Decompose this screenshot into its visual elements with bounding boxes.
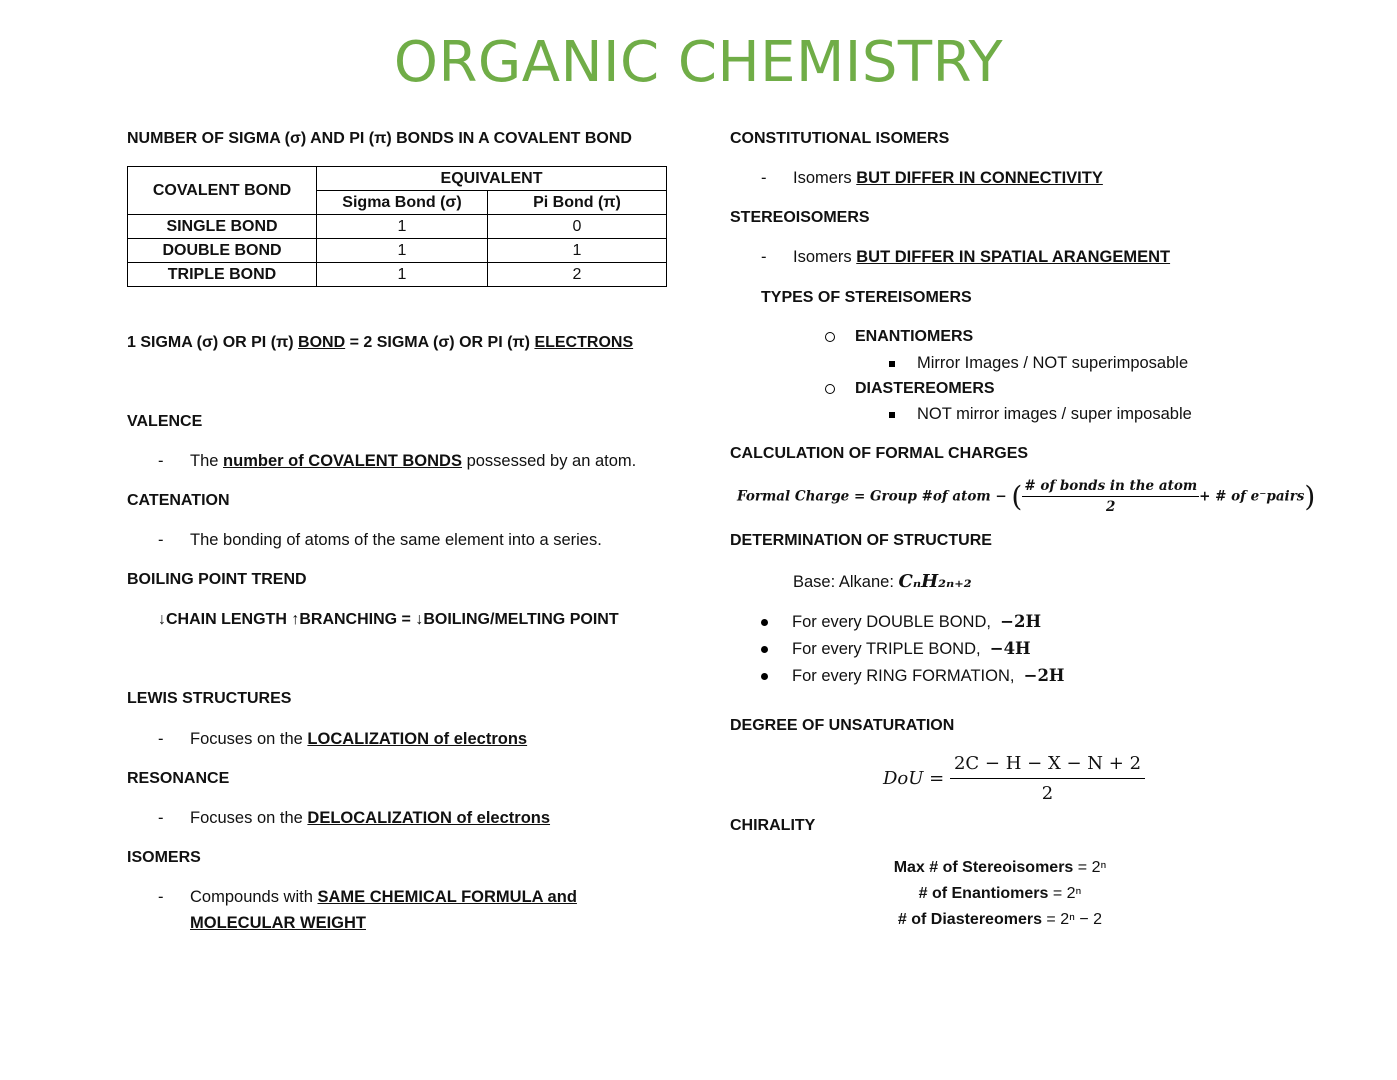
unsaturation-heading: DEGREE OF UNSATURATION	[730, 717, 955, 734]
dash-marker: -	[158, 531, 164, 549]
definition-text: The bonding of atoms of the same element into a series.	[190, 531, 602, 549]
bond-table	[127, 166, 667, 287]
left-paren-icon: (	[1011, 480, 1023, 513]
definition-underlined: number of COVALENT BONDS	[223, 452, 462, 470]
square-bullet-icon	[889, 412, 895, 418]
formula-value: = 2ⁿ	[1073, 859, 1107, 876]
alkane-formula: CₙH₂ₙ₊₂	[898, 571, 972, 592]
formula-rhs: + # of e⁻pairs	[1199, 488, 1305, 505]
rule-text: For every RING FORMATION,	[792, 667, 1015, 685]
chirality-formulas	[830, 855, 1170, 933]
max-stereoisomers	[830, 855, 1170, 881]
alkane-base	[793, 571, 972, 592]
structure-heading: DETERMINATION OF STRUCTURE	[730, 532, 992, 549]
page-title: ORGANIC CHEMISTRY	[393, 30, 1004, 95]
right-paren-icon: )	[1304, 480, 1316, 513]
formula-fraction	[1022, 478, 1199, 515]
square-bullet-icon	[889, 361, 895, 367]
formula-value: = 2ⁿ	[1048, 885, 1082, 902]
col-pi-bond: Pi Bond (π)	[488, 191, 667, 215]
resonance-definition	[158, 809, 550, 828]
valence-heading: VALENCE	[127, 413, 203, 430]
formula-lhs: DoU =	[883, 768, 945, 789]
formula-label: # of Enantiomers	[918, 885, 1049, 902]
dash-marker: -	[158, 730, 164, 748]
constitutional-heading: CONSTITUTIONAL ISOMERS	[730, 130, 950, 147]
bullet-dot-icon	[761, 646, 768, 653]
structure-rule	[761, 639, 1031, 659]
enantiomers-description	[889, 354, 1188, 373]
structure-rule	[761, 612, 1041, 632]
definition-underlined: SAME CHEMICAL FORMULA and	[317, 888, 577, 906]
diastereomers-item	[825, 380, 995, 398]
row-sigma-value: 1	[317, 263, 488, 287]
rule-underlined-electrons: ELECTRONS	[534, 334, 634, 351]
definition-text: Compounds with	[190, 888, 318, 906]
rule-value: −2H	[1000, 612, 1042, 631]
definition-underlined: DELOCALIZATION of electrons	[307, 809, 551, 827]
col-equivalent: EQUIVALENT	[317, 167, 667, 191]
row-bond-name: DOUBLE BOND	[128, 239, 317, 263]
item-desc: Mirror Images / NOT superimposable	[917, 354, 1189, 372]
stereoisomers-heading: STEREOISOMERS	[730, 209, 870, 226]
definition-underlined: BUT DIFFER IN SPATIAL ARANGEMENT	[856, 248, 1171, 266]
fraction-denominator: 2	[1106, 499, 1116, 515]
unsaturation-formula	[883, 753, 1145, 804]
diastereomers-description	[889, 405, 1192, 424]
isomers-definition-line2	[190, 914, 366, 933]
isomers-definition	[158, 888, 577, 907]
formal-charge-heading: CALCULATION OF FORMAL CHARGES	[730, 445, 1029, 462]
formula-label: Max # of Stereoisomers	[893, 859, 1074, 876]
dash-marker: -	[158, 888, 164, 906]
row-sigma-value: 1	[317, 215, 488, 239]
table-row	[128, 239, 667, 263]
diastereomer-count	[830, 907, 1170, 933]
definition-underlined: BUT DIFFER IN CONNECTIVITY	[856, 169, 1103, 187]
bond-electron-rule	[127, 334, 633, 352]
row-bond-name: SINGLE BOND	[128, 215, 317, 239]
dash-marker: -	[158, 452, 164, 470]
formal-charge-formula	[737, 478, 1315, 515]
item-label: DIASTEREOMERS	[855, 380, 995, 397]
catenation-heading: CATENATION	[127, 492, 230, 509]
isomers-heading: ISOMERS	[127, 849, 201, 866]
table-row	[128, 215, 667, 239]
fraction-numerator: 2C − H − X − N + 2	[950, 753, 1145, 779]
rule-text: For every DOUBLE BOND,	[792, 613, 991, 631]
definition-text: Isomers	[793, 248, 857, 266]
chirality-heading: CHIRALITY	[730, 817, 816, 834]
boiling-point-heading: BOILING POINT TREND	[127, 571, 307, 588]
rule-underlined-bond: BOND	[298, 334, 346, 351]
row-sigma-value: 1	[317, 239, 488, 263]
formula-label: # of Diastereomers	[897, 911, 1042, 928]
enantiomer-count	[830, 881, 1170, 907]
rule-part: = 2 SIGMA (σ) OR PI (π)	[345, 334, 535, 351]
constitutional-definition	[761, 169, 1103, 188]
rule-part: 1 SIGMA (σ) OR PI (π)	[127, 334, 299, 351]
table-row	[128, 263, 667, 287]
stereoisomers-definition	[761, 248, 1170, 267]
row-pi-value: 0	[488, 215, 667, 239]
dash-marker: -	[158, 809, 164, 827]
row-pi-value: 1	[488, 239, 667, 263]
circle-bullet-icon	[825, 332, 835, 342]
definition-text: Isomers	[793, 169, 857, 187]
bullet-dot-icon	[761, 673, 768, 680]
definition-text: Focuses on the	[190, 809, 308, 827]
lewis-heading: LEWIS STRUCTURES	[127, 690, 292, 707]
definition-text: Focuses on the	[190, 730, 308, 748]
valence-definition	[158, 452, 636, 471]
item-desc: NOT mirror images / super imposable	[917, 405, 1192, 423]
col-covalent-bond: COVALENT BOND	[128, 167, 317, 215]
dash-marker: -	[761, 248, 767, 266]
item-label: ENANTIOMERS	[855, 328, 974, 345]
base-label: Base: Alkane:	[793, 573, 899, 591]
structure-rule	[761, 666, 1065, 686]
dash-marker: -	[761, 169, 767, 187]
formula-value: = 2ⁿ − 2	[1041, 911, 1103, 928]
formula-lhs: Formal Charge = Group #of atom −	[737, 488, 1007, 505]
rule-value: −4H	[989, 639, 1031, 658]
row-bond-name: TRIPLE BOND	[128, 263, 317, 287]
fraction-numerator: # of bonds in the atom	[1022, 478, 1199, 497]
catenation-definition	[158, 531, 602, 550]
fraction-denominator: 2	[1041, 783, 1054, 804]
rule-value: −2H	[1023, 666, 1065, 685]
definition-text: possessed by an atom.	[461, 452, 637, 470]
definition-underlined: MOLECULAR WEIGHT	[190, 914, 366, 932]
boiling-point-trend: ↓CHAIN LENGTH ↑BRANCHING = ↓BOILING/MELTING POINT	[158, 611, 619, 628]
enantiomers-item	[825, 328, 973, 346]
bullet-dot-icon	[761, 619, 768, 626]
row-pi-value: 2	[488, 263, 667, 287]
stereoisomer-types-heading: TYPES OF STEREISOMERS	[761, 289, 972, 306]
resonance-heading: RESONANCE	[127, 770, 230, 787]
rule-text: For every TRIPLE BOND,	[792, 640, 981, 658]
lewis-definition	[158, 730, 527, 749]
col-sigma-bond: Sigma Bond (σ)	[317, 191, 488, 215]
definition-text: The	[190, 452, 224, 470]
bond-count-heading: NUMBER OF SIGMA (σ) AND PI (π) BONDS IN A COVALENT BOND	[127, 130, 632, 147]
formula-fraction	[950, 753, 1145, 804]
circle-bullet-icon	[825, 384, 835, 394]
definition-underlined: LOCALIZATION of electrons	[307, 730, 528, 748]
